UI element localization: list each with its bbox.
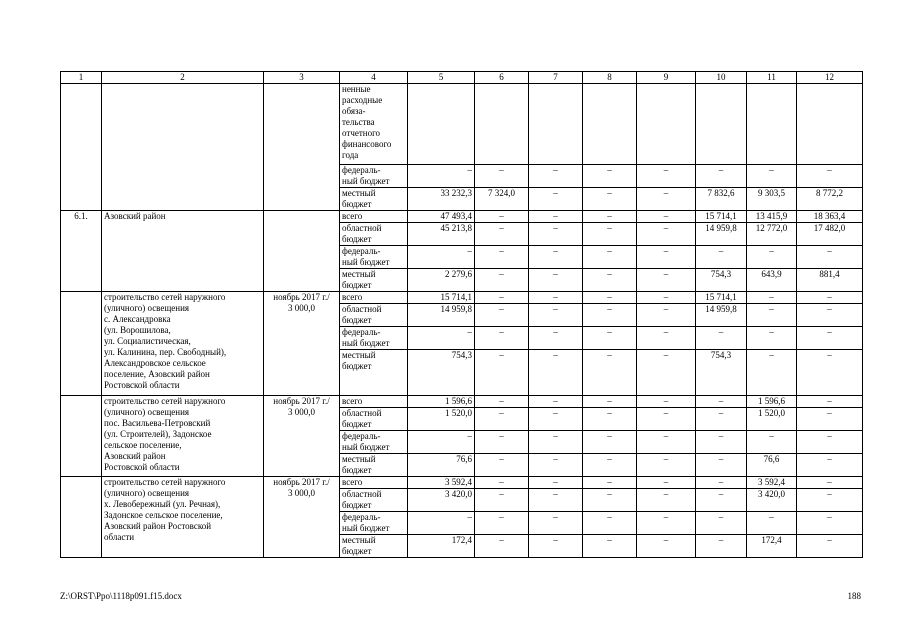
value-cell: – [475, 431, 529, 454]
footer-file-path: Z:\ORST\Ppo\1118p091.f15.docx [60, 591, 182, 601]
value-cell: – [583, 165, 637, 188]
value-cell: – [747, 292, 797, 304]
value-cell: – [583, 477, 637, 489]
value-cell: 12 772,0 [747, 223, 797, 246]
value-cell: – [529, 396, 583, 408]
value-cell: – [408, 512, 475, 535]
empty-cell [61, 292, 102, 396]
value-cell: – [475, 535, 529, 558]
empty-cell [529, 84, 583, 165]
table-row [61, 292, 863, 304]
value-cell: 754,3 [696, 350, 747, 396]
value-cell: – [529, 269, 583, 292]
value-cell: – [529, 535, 583, 558]
column-number: 1 [61, 72, 102, 84]
value-cell: – [475, 165, 529, 188]
value-cell: – [637, 512, 696, 535]
row-number: 6.1. [61, 211, 102, 292]
footer-page-number: 188 [847, 591, 861, 601]
value-cell: 7 324,0 [475, 188, 529, 211]
row-label: местный бюджет [340, 535, 408, 558]
value-cell: – [637, 489, 696, 512]
value-cell: – [475, 269, 529, 292]
column-number: 12 [797, 72, 863, 84]
row-label: областной бюджет [340, 408, 408, 431]
value-cell: 17 482,0 [797, 223, 863, 246]
row-label: областной бюджет [340, 223, 408, 246]
value-cell: – [475, 350, 529, 396]
value-cell: – [475, 408, 529, 431]
value-cell: 47 493,4 [408, 211, 475, 223]
value-cell: – [583, 512, 637, 535]
column-number: 9 [637, 72, 696, 84]
value-cell: – [529, 292, 583, 304]
value-cell: – [637, 292, 696, 304]
value-cell: – [797, 535, 863, 558]
value-cell: – [529, 408, 583, 431]
value-cell: – [475, 489, 529, 512]
value-cell: – [637, 350, 696, 396]
value-cell: 33 232,3 [408, 188, 475, 211]
empty-cell [747, 84, 797, 165]
value-cell: – [797, 292, 863, 304]
value-cell: – [583, 211, 637, 223]
value-cell: 45 213,8 [408, 223, 475, 246]
column-number: 3 [264, 72, 340, 84]
value-cell: – [637, 223, 696, 246]
table-row [61, 477, 863, 489]
value-cell: – [583, 246, 637, 269]
row-label: федераль- ный бюджет [340, 512, 408, 535]
empty-cell [797, 84, 863, 165]
value-cell: – [637, 477, 696, 489]
value-cell: 1 596,6 [408, 396, 475, 408]
empty-cell [61, 477, 102, 558]
value-cell: – [797, 408, 863, 431]
object-name: строительство сетей наружного (уличного) освещения с. Александровка (ул. Ворошилова, ул. Социалистическая, ул. Калинина, пер. Свободный), Александровское сельское поселение, Азовский район Ростовской области [102, 292, 264, 396]
value-cell: – [529, 304, 583, 327]
empty-cell [61, 396, 102, 477]
value-cell: – [797, 327, 863, 350]
value-cell: 881,4 [797, 269, 863, 292]
object-term: ноябрь 2017 г./ 3 000,0 [264, 477, 340, 558]
value-cell: 1 520,0 [747, 408, 797, 431]
value-cell: – [475, 211, 529, 223]
value-cell: – [696, 477, 747, 489]
value-cell: – [747, 350, 797, 396]
value-cell: – [696, 431, 747, 454]
empty-cell [61, 84, 102, 211]
value-cell: – [696, 327, 747, 350]
value-cell: – [529, 454, 583, 477]
value-cell: – [747, 431, 797, 454]
value-cell: – [637, 454, 696, 477]
row-label: областной бюджет [340, 489, 408, 512]
value-cell: – [475, 512, 529, 535]
value-cell: 14 959,8 [696, 223, 747, 246]
value-cell: – [583, 304, 637, 327]
value-cell: 2 279,6 [408, 269, 475, 292]
budget-table [60, 71, 863, 558]
value-cell: – [637, 246, 696, 269]
value-cell: 15 714,1 [696, 211, 747, 223]
value-cell: 3 592,4 [747, 477, 797, 489]
empty-cell [102, 84, 264, 211]
value-cell: – [583, 454, 637, 477]
column-number: 2 [102, 72, 264, 84]
column-number: 10 [696, 72, 747, 84]
value-cell: – [408, 327, 475, 350]
value-cell: – [529, 165, 583, 188]
empty-cell [583, 84, 637, 165]
value-cell: 7 832,6 [696, 188, 747, 211]
value-cell: 14 959,8 [696, 304, 747, 327]
value-cell: – [475, 477, 529, 489]
value-cell: – [475, 396, 529, 408]
value-cell: – [529, 246, 583, 269]
empty-cell [637, 84, 696, 165]
value-cell: – [583, 408, 637, 431]
value-cell: – [475, 327, 529, 350]
value-cell: – [797, 304, 863, 327]
value-cell: – [583, 292, 637, 304]
table-row [61, 396, 863, 408]
table-row [61, 84, 863, 165]
value-cell: – [583, 188, 637, 211]
empty-cell [696, 84, 747, 165]
value-cell: 643,9 [747, 269, 797, 292]
value-cell: – [408, 246, 475, 269]
object-name: строительство сетей наружного (уличного) освещения х. Левобережный (ул. Речная), Задонское сельское поселение, Азовский район Ростовской области [102, 477, 264, 558]
column-number: 8 [583, 72, 637, 84]
value-cell: – [583, 223, 637, 246]
value-cell: – [475, 292, 529, 304]
row-label: местный бюджет [340, 188, 408, 211]
object-term: ноябрь 2017 г./ 3 000,0 [264, 396, 340, 477]
object-name: строительство сетей наружного (уличного) освещения пос. Васильева-Петровский (ул. Строителей), Задонское сельское поселение, Азовский район Ростовской области [102, 396, 264, 477]
value-cell: – [583, 431, 637, 454]
value-cell: – [475, 223, 529, 246]
value-cell: – [637, 327, 696, 350]
value-cell: 9 303,5 [747, 188, 797, 211]
value-cell: – [797, 431, 863, 454]
value-cell: – [637, 535, 696, 558]
value-cell: 76,6 [408, 454, 475, 477]
empty-cell [475, 84, 529, 165]
table-row [61, 211, 863, 223]
value-cell: – [797, 396, 863, 408]
value-cell: 172,4 [747, 535, 797, 558]
value-cell: 15 714,1 [408, 292, 475, 304]
row-label: федераль- ный бюджет [340, 246, 408, 269]
row-label: всего [340, 477, 408, 489]
value-cell: – [408, 431, 475, 454]
value-cell: – [529, 327, 583, 350]
value-cell: 18 363,4 [797, 211, 863, 223]
value-cell: 3 420,0 [408, 489, 475, 512]
row-label: ненные расходные обяза- тельства отчетного финансового года [340, 84, 408, 165]
district-name: Азовский район [102, 211, 264, 292]
value-cell: – [408, 165, 475, 188]
value-cell: – [747, 327, 797, 350]
value-cell: 1 596,6 [747, 396, 797, 408]
column-number-row [61, 72, 863, 84]
value-cell: – [797, 477, 863, 489]
value-cell: 3 420,0 [747, 489, 797, 512]
value-cell: – [797, 454, 863, 477]
column-number: 11 [747, 72, 797, 84]
value-cell: 15 714,1 [696, 292, 747, 304]
value-cell: – [637, 188, 696, 211]
value-cell: – [696, 512, 747, 535]
row-label: всего [340, 211, 408, 223]
row-label: местный бюджет [340, 454, 408, 477]
column-number: 5 [408, 72, 475, 84]
row-label: всего [340, 292, 408, 304]
value-cell: 754,3 [696, 269, 747, 292]
value-cell: – [583, 489, 637, 512]
value-cell: 13 415,9 [747, 211, 797, 223]
empty-cell [408, 84, 475, 165]
value-cell: – [797, 512, 863, 535]
value-cell: – [529, 512, 583, 535]
value-cell: – [747, 304, 797, 327]
row-label: федераль- ный бюджет [340, 165, 408, 188]
value-cell: – [696, 535, 747, 558]
empty-cell [264, 84, 340, 211]
value-cell: 8 772,2 [797, 188, 863, 211]
value-cell: – [637, 269, 696, 292]
value-cell: – [696, 489, 747, 512]
value-cell: 1 520,0 [408, 408, 475, 431]
row-label: местный бюджет [340, 350, 408, 396]
value-cell: – [637, 396, 696, 408]
value-cell: 14 959,8 [408, 304, 475, 327]
value-cell: – [583, 350, 637, 396]
value-cell: – [529, 188, 583, 211]
value-cell: – [797, 246, 863, 269]
value-cell: – [583, 269, 637, 292]
value-cell: – [583, 327, 637, 350]
column-number: 6 [475, 72, 529, 84]
row-label: областной бюджет [340, 304, 408, 327]
value-cell: 172,4 [408, 535, 475, 558]
value-cell: 3 592,4 [408, 477, 475, 489]
row-label: федераль- ный бюджет [340, 431, 408, 454]
value-cell: – [637, 211, 696, 223]
value-cell: – [529, 431, 583, 454]
value-cell: – [529, 223, 583, 246]
value-cell: – [529, 211, 583, 223]
value-cell: – [637, 408, 696, 431]
object-term: ноябрь 2017 г./ 3 000,0 [264, 292, 340, 396]
value-cell: – [583, 396, 637, 408]
value-cell: – [696, 408, 747, 431]
value-cell: – [747, 246, 797, 269]
value-cell: – [797, 489, 863, 512]
value-cell: – [475, 304, 529, 327]
row-label: всего [340, 396, 408, 408]
value-cell: – [797, 165, 863, 188]
value-cell: 754,3 [408, 350, 475, 396]
value-cell: – [529, 350, 583, 396]
row-label: местный бюджет [340, 269, 408, 292]
value-cell: – [637, 431, 696, 454]
value-cell: – [747, 512, 797, 535]
value-cell: – [696, 454, 747, 477]
value-cell: – [529, 477, 583, 489]
row-label: федераль- ный бюджет [340, 327, 408, 350]
value-cell: – [747, 165, 797, 188]
value-cell: 76,6 [747, 454, 797, 477]
value-cell: – [696, 246, 747, 269]
value-cell: – [529, 489, 583, 512]
value-cell: – [583, 535, 637, 558]
column-number: 4 [340, 72, 408, 84]
value-cell: – [475, 246, 529, 269]
value-cell: – [475, 454, 529, 477]
value-cell: – [696, 165, 747, 188]
value-cell: – [637, 165, 696, 188]
value-cell: – [797, 350, 863, 396]
value-cell: – [696, 396, 747, 408]
empty-cell [264, 211, 340, 292]
value-cell: – [637, 304, 696, 327]
column-number: 7 [529, 72, 583, 84]
